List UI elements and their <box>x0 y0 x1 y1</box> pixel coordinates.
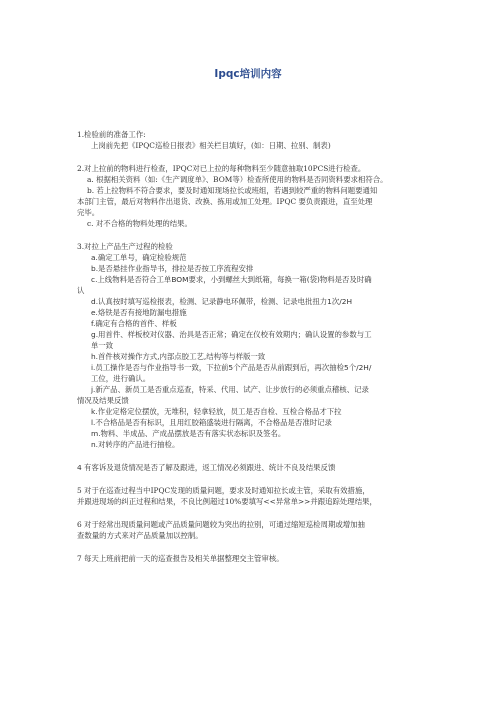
section-6-paragraph: 6 对于经常出现质量问题或产品质量问题较为突出的拉别，可通过缩短巡检周期或增加抽 <box>77 520 365 529</box>
list-item: b.是否悬挂作业指导书，排拉是否按工序流程安排 <box>91 264 254 273</box>
list-item: 单一致 <box>91 341 114 350</box>
list-item: d.认真按时填写巡检报表，检测、记录静电环佩带，检测、记录电批扭力1次/2H <box>91 297 352 306</box>
list-item: 工位，进行确认。 <box>91 374 151 383</box>
list-item: m.物料、半成品、产成品摆放是否有落实状态标识及签名。 <box>91 429 286 438</box>
list-item: n.对转序的产品进行抽检。 <box>91 440 180 449</box>
list-item: e.烙铁是否有接地防漏电措施 <box>91 308 187 317</box>
paragraph-line: 上岗前先把《IPQC巡检日报表》相关栏目填好，(如：日期、拉别、制表) <box>91 141 331 150</box>
paragraph-line: a. 根据相关资料（如:《生产调度单》、BOM等）检查所使用的物料是否同资料要求相符合。 <box>87 175 388 184</box>
section-4-paragraph: 4 有客诉及退货情况是否了解及跟进，返工情况必须跟进、统计不良及结果反馈 <box>77 463 336 472</box>
list-item: j.新产品、新员工是否重点巡查，特采、代用、试产、让步放行的必须重点稽核、记录 <box>91 385 369 394</box>
section-1-heading: 1.检验前的准备工作: <box>77 130 146 139</box>
list-item: 认 <box>77 286 85 295</box>
list-item: c.上线物料是否符合工单BOM要求，小到螺丝大到纸箱，每换一箱(袋)物料是否及时确 <box>91 275 372 284</box>
document-title: Ipqc培训内容 <box>214 68 282 80</box>
list-item: a.确定工单号，确定检验规范 <box>91 253 187 262</box>
paragraph-line: b. 若上拉物料不符合要求，要及时通知现场拉长或班组，若遇到较严重的物料问题要通知 <box>87 186 378 195</box>
section-5-paragraph: 5 对于在巡查过程当中IPQC发现的质量问题，要求及时通知拉长或主管，采取有效措施， <box>77 486 370 495</box>
paragraph-line: 并跟进现场的纠正过程和结果，不良比例超过10%要填写<<异常单>>并跟追踪处理结果， <box>77 497 377 506</box>
paragraph-line: c. 对不合格的物料处理的结果。 <box>87 219 192 228</box>
section-2-heading: 2.对上拉前的物料进行检查，IPQC对已上拉的每种物料至少随意抽取10PCS进行检查。 <box>77 164 366 173</box>
list-item: f.确定有合格的首件、样板 <box>91 319 177 328</box>
section-7-paragraph: 7 每天上班前把前一天的巡查报告及相关单据整理交主管审核。 <box>77 554 284 563</box>
paragraph-line: 完毕。 <box>77 208 100 217</box>
list-item: h.首件核对操作方式,内部点胶工艺,结构等与样版一致 <box>91 352 266 361</box>
section-3-heading: 3.对拉上产品生产过程的检验 <box>77 242 173 251</box>
list-item: 情况及结果反馈 <box>77 396 129 405</box>
list-item: g.用首件、样板校对仪器、治具是否正常；确定在仪校有效期内；确认设置的参数与工 <box>91 330 372 339</box>
list-item: l.不合格品是否有标识，且用红胶箱盛装进行隔离，不合格品是否准时记录 <box>91 418 332 427</box>
paragraph-line: 查数量的方式来对产品质量加以控制。 <box>77 531 203 540</box>
list-item: k.作业定格定位摆放，无堆积，轻拿轻放，员工是否自检、互检合格品才下拉 <box>91 407 342 416</box>
paragraph-line: 本部门主管，最后对物料作出退货、改换、拣用或加工处理。IPQC 要负责跟进，直至处理 <box>77 197 373 206</box>
list-item: i.员工操作是否与作业指导书一致，下拉前5个产品是否从前跟到后，再次抽检5个/2H/ <box>91 363 372 372</box>
